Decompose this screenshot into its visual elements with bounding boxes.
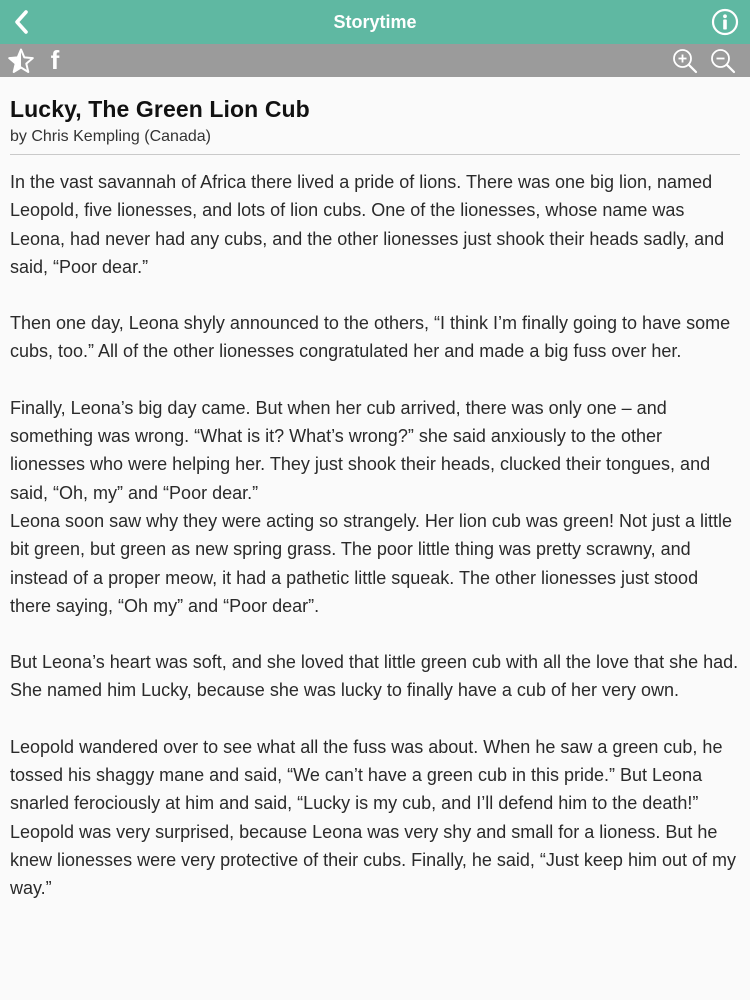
zoom-out-button[interactable] — [706, 44, 740, 77]
navigation-bar — [0, 0, 750, 44]
info-button[interactable] — [708, 5, 742, 39]
zoom-out-icon — [709, 47, 737, 75]
facebook-share-button[interactable] — [42, 44, 68, 77]
story-title: Lucky, The Green Lion Cub — [10, 96, 310, 122]
favorite-button[interactable] — [4, 44, 38, 77]
story-body — [10, 168, 740, 903]
story-paragraph: Leopold wandered over to see what all the fuss was about. When he saw a green cub, he tossed his shaggy mane and said, “We can’t have a green cub in this pride.” But Leona snarled ferociously at him and said, “Lucky is my cub, and I’ll defend him to the death!” Leopold was very surprised, because Leona was very shy and small for a lioness. But he knew lionesses were very protective of their cubs. Finally, he said, “Just keep him out of my way.” — [10, 736, 736, 899]
story-paragraph: Then one day, Leona shyly announced to the others, “I think I’m finally going to have some cubs, too.” All of the other lionesses congratulated her and made a big fuss over her. — [10, 313, 731, 362]
zoom-in-icon — [671, 47, 699, 75]
story-paragraph: But Leona’s heart was soft, and she loved that little green cub with all the love that she had. She named him Lucky, because she was lucky to finally have a cub of her very own. — [10, 652, 739, 701]
story-byline: by Chris Kempling (Canada) — [10, 128, 211, 145]
reader-toolbar — [0, 44, 750, 77]
story-paragraph: Leona soon saw why they were acting so strangely. Her lion cub was green! Not just a little bit green, but green as new spring grass. The poor little thing was pretty scrawny, and instead of a proper meow, it had a pathetic little squeak. The other lionesses just stood there saying, “Oh my” and “Poor dear”. — [10, 510, 733, 616]
story-content — [10, 77, 740, 931]
star-icon — [7, 47, 35, 75]
app-title: Storytime — [333, 12, 417, 32]
story-paragraph: In the vast savannah of Africa there lived a pride of lions. There was one big lion, named Leopold, five lionesses, and lots of lion cubs. One of the lionesses, whose name was Leona, had never had any cubs, and the other lionesses just shook their heads sadly, and said, “Poor dear.” — [10, 172, 725, 277]
info-icon — [711, 8, 739, 36]
story-paragraph: Finally, Leona’s big day came. But when her cub arrived, there was only one – and something was wrong. “What is it? What’s wrong?” she said anxiously to the other lionesses who were helping her. They just shook their heads, clucked their tongues, and said, “Oh, my” and “Poor dear.” — [10, 397, 711, 503]
zoom-in-button[interactable] — [668, 44, 702, 77]
facebook-icon: f — [50, 45, 60, 75]
title-divider — [10, 154, 740, 155]
